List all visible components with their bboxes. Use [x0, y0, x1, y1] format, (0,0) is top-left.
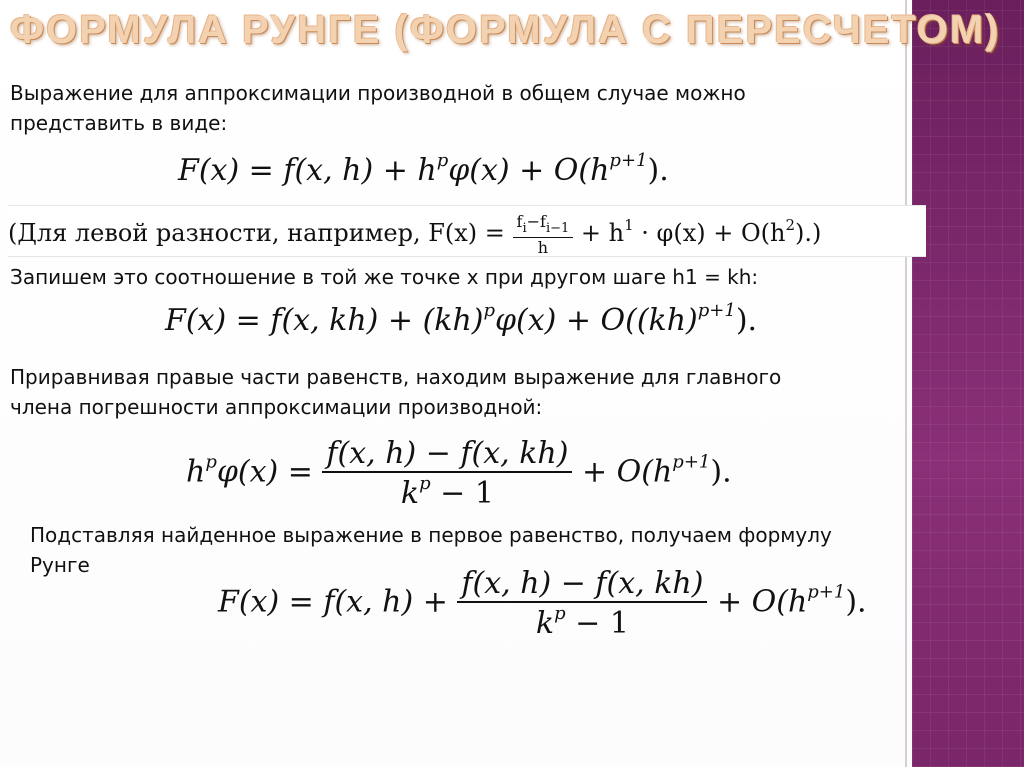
- formula-3-lhs-rest: φ(x) =: [216, 454, 323, 490]
- formula-4-runge: [218, 566, 867, 641]
- formula-4-lhs: F(x) = f(x, h) +: [218, 584, 458, 620]
- note-frac-num-a-sub: i: [522, 221, 527, 236]
- formula-3-fraction: [322, 436, 572, 511]
- formula-4-fraction: [457, 566, 707, 641]
- formula-3-numerator: f(x, h) − f(x, kh): [322, 436, 572, 473]
- formula-1-mid: φ(x) + O(h: [448, 153, 610, 188]
- decorative-sidebar: [912, 0, 1024, 767]
- note-exp2: 2: [785, 216, 796, 234]
- note-fraction: [513, 212, 574, 257]
- formula-4-end: ).: [845, 584, 867, 620]
- note-open: (Для левой разности, например, F(x) =: [8, 219, 513, 247]
- formula-1-end: ).: [647, 153, 669, 188]
- formula-4-den-exp: p: [554, 603, 566, 624]
- formula-3-exp2: p+1: [672, 451, 711, 473]
- formula-3-den-exp: p: [419, 473, 431, 494]
- formula-2: [165, 300, 757, 338]
- slide-title: ФОРМУЛА РУНГЕ (ФОРМУЛА С ПЕРЕСЧЕТОМ): [10, 8, 1001, 52]
- formula-4-tail: + O(h: [707, 584, 808, 620]
- formula-2-exp: p: [483, 300, 496, 321]
- note-end: ).): [795, 219, 822, 247]
- formula-1-exp: p: [436, 150, 449, 171]
- formula-3-lhs: h: [186, 454, 206, 490]
- left-difference-note: [8, 212, 821, 257]
- formula-2-end: ).: [735, 303, 758, 338]
- formula-4-exp2: p+1: [807, 581, 846, 603]
- formula-3-den-rest: − 1: [430, 476, 494, 511]
- paragraph-4: Подставляя найденное выражение в первое равенство, получаем формулу Рунге: [30, 523, 832, 577]
- note-frac-den: h: [537, 238, 549, 257]
- note-frac-num-a: f: [516, 212, 523, 231]
- formula-3-tail: + O(h: [572, 454, 673, 490]
- note-exp: 1: [624, 216, 634, 234]
- note-mid: + h: [573, 219, 625, 247]
- note-frac-num-b-sub: i−1: [545, 221, 570, 236]
- formula-2-exp2: p+1: [697, 300, 736, 321]
- paragraph-2: Запишем это соотношение в той же точке x при другом шаге h1 = kh:: [10, 265, 759, 289]
- formula-3-lhs-exp: p: [205, 451, 217, 473]
- formula-1: [178, 150, 669, 188]
- paragraph-1: Выражение для аппроксимации производной в общем случае можно представить в виде:: [10, 81, 746, 135]
- formula-1-lhs: F(x) = f(x, h) + h: [178, 153, 437, 188]
- formula-3: [186, 436, 732, 511]
- formula-2-mid: φ(x) + O((kh): [495, 303, 698, 338]
- slide-divider: [905, 0, 907, 767]
- formula-4-den-base: k: [535, 606, 555, 641]
- paragraph-3: Приравнивая правые части равенств, находим выражение для главного члена погрешности аппроксимации производной:: [10, 365, 782, 419]
- note-frac-num-minus: −f: [526, 212, 546, 231]
- formula-4-den-rest: − 1: [565, 606, 629, 641]
- formula-2-lhs: F(x) = f(x, kh) + (kh): [165, 303, 484, 338]
- formula-3-end: ).: [710, 454, 732, 490]
- formula-4-numerator: f(x, h) − f(x, kh): [457, 566, 707, 603]
- formula-1-exp2: p+1: [609, 150, 648, 171]
- note-tail: · φ(x) + O(h: [633, 219, 786, 247]
- formula-3-den-base: k: [400, 476, 420, 511]
